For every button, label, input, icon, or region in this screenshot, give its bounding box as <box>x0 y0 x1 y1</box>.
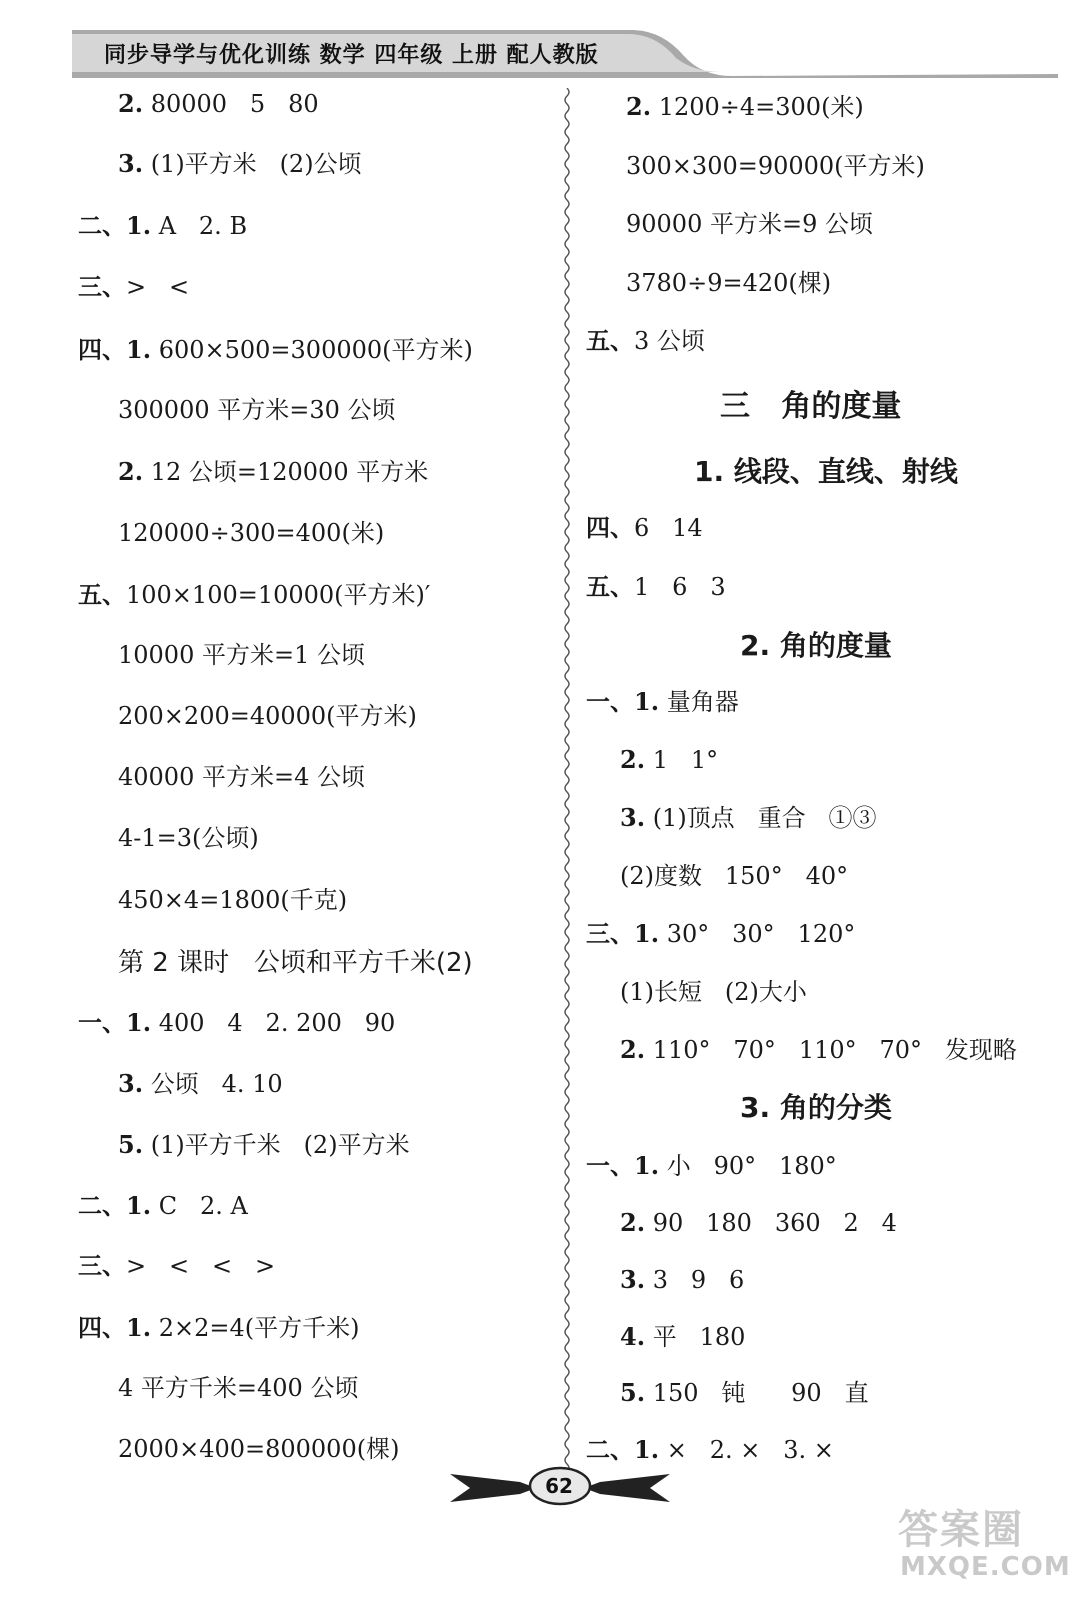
answer-line: 40000 平方米=4 公顷 <box>118 763 365 791</box>
answer-line: 4 平方千米=400 公顷 <box>118 1374 359 1402</box>
answer-line: (1)长短 (2)大小 <box>620 978 807 1006</box>
answer-line: 2. 1200÷4=300(米) <box>626 92 864 121</box>
answer-line: 四、1. 2×2=4(平方千米) <box>78 1313 360 1342</box>
answer-line: 2. 12 公顷=120000 平方米 <box>118 457 429 486</box>
answer-line: 3780÷9=420(棵) <box>626 269 832 297</box>
answer-line: 二、1. × 2. × 3. × <box>586 1435 834 1464</box>
answer-line: 五、1 6 3 <box>586 572 726 601</box>
answer-line: 三、> < < > <box>78 1251 276 1280</box>
answer-line: 90000 平方米=9 公顷 <box>626 210 873 238</box>
column-divider <box>560 88 574 1478</box>
unit-title: 三 角的度量 <box>720 389 902 424</box>
answer-line: 5. 150 钝 90 直 <box>620 1378 869 1407</box>
answer-line: 4-1=3(公顷) <box>118 824 259 852</box>
answer-line: 450×4=1800(千克) <box>118 886 348 914</box>
answer-line: 五、3 公顷 <box>586 326 705 355</box>
answer-line: (2)度数 150° 40° <box>620 862 849 890</box>
answer-line: 10000 平方米=1 公顷 <box>118 641 365 669</box>
lesson-heading: 第 2 课时 公顷和平方千米(2) <box>118 948 473 978</box>
answer-line: 3. (1)顶点 重合 ①③ <box>620 803 877 832</box>
section-title: 3. 角的分类 <box>740 1091 892 1124</box>
answer-line: 2. 110° 70° 110° 70° 发现略 <box>620 1035 1017 1064</box>
answer-line: 3. 公顷 4. 10 <box>118 1069 283 1098</box>
answer-line: 2. 1 1° <box>620 745 719 774</box>
page-number: 62 <box>545 1474 573 1498</box>
answer-line: 一、1. 小 90° 180° <box>586 1151 837 1180</box>
answer-line: 2000×400=800000(棵) <box>118 1435 400 1463</box>
answer-line: 2. 80000 5 80 <box>118 89 319 118</box>
watermark-url: MXQE.COM <box>900 1552 1071 1582</box>
answer-line: 300000 平方米=30 公顷 <box>118 396 396 424</box>
answer-line: 120000÷300=400(米) <box>118 519 385 547</box>
answer-line: 3. (1)平方米 (2)公顷 <box>118 149 362 178</box>
answer-line: 200×200=40000(平方米) <box>118 702 417 730</box>
answer-line: 一、1. 400 4 2. 200 90 <box>78 1008 396 1037</box>
answer-line: 一、1. 量角器 <box>586 687 739 716</box>
answer-line: 五、100×100=10000(平方米)′ <box>78 580 431 609</box>
answer-line: 二、1. A 2. B <box>78 211 248 240</box>
answer-line: 5. (1)平方千米 (2)平方米 <box>118 1130 410 1159</box>
answer-line: 2. 90 180 360 2 4 <box>620 1208 897 1237</box>
answer-line: 3. 3 9 6 <box>620 1265 745 1294</box>
answer-line: 四、6 14 <box>586 513 703 542</box>
answer-line: 三、1. 30° 30° 120° <box>586 919 856 948</box>
answer-line: 300×300=90000(平方米) <box>626 152 925 180</box>
answer-line: 四、1. 600×500=300000(平方米) <box>78 335 473 364</box>
section-title: 2. 角的度量 <box>740 629 892 662</box>
watermark <box>892 1498 1072 1594</box>
header-title: 同步导学与优化训练 数学 四年级 上册 配人教版 <box>104 43 599 68</box>
answer-line: 4. 平 180 <box>620 1322 746 1351</box>
answer-line: 二、1. C 2. A <box>78 1191 248 1220</box>
section-title: 1. 线段、直线、射线 <box>694 455 958 488</box>
answer-line: 三、> < <box>78 272 190 301</box>
watermark-logo-text: 答案圈 <box>898 1507 1024 1553</box>
